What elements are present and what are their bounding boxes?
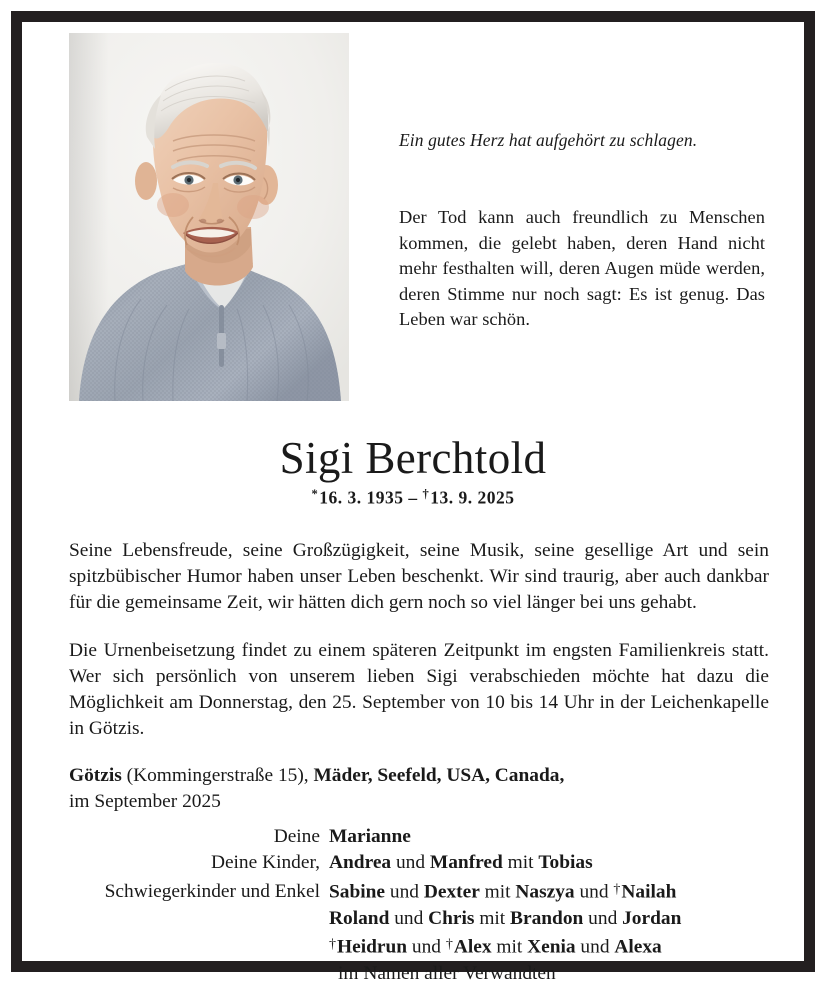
places-line bbox=[69, 763, 769, 789]
family-row bbox=[22, 824, 804, 850]
family-relation-label: Deine Kinder, bbox=[210, 852, 320, 874]
death-cross-icon: † bbox=[445, 937, 453, 953]
obituary-frame bbox=[11, 11, 815, 984]
death-cross-icon: † bbox=[613, 881, 621, 897]
birth-star-icon: * bbox=[311, 487, 319, 501]
family-names: †Heidrun und †Alex mit Xenia und Alexa bbox=[329, 936, 662, 958]
epitaph-line: Ein gutes Herz hat aufgehört zu schlagen. bbox=[399, 130, 698, 150]
family-row bbox=[22, 906, 804, 932]
family-block bbox=[22, 824, 804, 987]
life-dates bbox=[22, 487, 804, 508]
family-closing-line: im Namen aller Verwandten bbox=[338, 962, 556, 984]
other-places: Mäder, Seefeld, USA, Canada, bbox=[313, 765, 565, 787]
family-row bbox=[22, 932, 804, 961]
family-row bbox=[22, 877, 804, 906]
name-block bbox=[22, 432, 804, 508]
portrait-photo bbox=[69, 33, 349, 401]
family-names: Roland und Chris mit Brandon und Jordan bbox=[329, 907, 682, 929]
primary-place: Götzis bbox=[69, 765, 122, 787]
memorial-verse: Der Tod kann auch freundlich zu Menschen kommen, die gelebt haben, deren Hand nicht mehr festhalten will, deren Augen müde werden, deren Stimme nur noch sagt: Es ist genug. Das Leben war schön. bbox=[399, 207, 765, 330]
family-names: Marianne bbox=[329, 826, 411, 847]
family-names: Andrea und Manfred mit Tobias bbox=[329, 852, 593, 874]
obituary-content bbox=[22, 22, 804, 984]
portrait-image bbox=[69, 33, 349, 401]
family-relation-label: Schwiegerkinder und Enkel bbox=[104, 881, 320, 903]
death-date: 13. 9. 2025 bbox=[430, 487, 515, 508]
family-names: Sabine und Dexter mit Naszya und †Nailah bbox=[329, 881, 677, 903]
notice-date-line: im September 2025 bbox=[69, 791, 221, 813]
death-cross-icon: † bbox=[422, 487, 430, 501]
primary-place-address: (Kommingerstraße 15), bbox=[121, 765, 314, 787]
family-relation-label: Deine bbox=[273, 826, 320, 847]
deceased-name: Sigi Berchtold bbox=[279, 433, 547, 483]
birth-date: 16. 3. 1935 bbox=[319, 487, 404, 508]
funeral-details-paragraph: Die Urnenbeisetzung findet zu einem späteren Zeitpunkt im engsten Familienkreis statt. Wer sich persönlich von unserem lieben Sigi verabschieden möchte hat dazu die Möglichkeit am Donnerstag, den 25. September von 10 bis 14 Uhr in der Leichenkapelle in Götzis. bbox=[69, 639, 769, 740]
verse-column bbox=[399, 22, 765, 333]
date-separator: – bbox=[408, 487, 418, 508]
body-column bbox=[69, 538, 769, 815]
family-row bbox=[22, 850, 804, 876]
tribute-paragraph: Seine Lebensfreude, seine Großzügigkeit, seine Musik, seine gesellige Art und sein spitzbübischer Humor haben unser Leben beschenkt. Wir sind traurig, aber auch dankbar für die gemeinsame Zeit, wir hätten dich gern noch so viel länger bei uns gehabt. bbox=[69, 540, 769, 614]
death-cross-icon: † bbox=[329, 937, 336, 953]
